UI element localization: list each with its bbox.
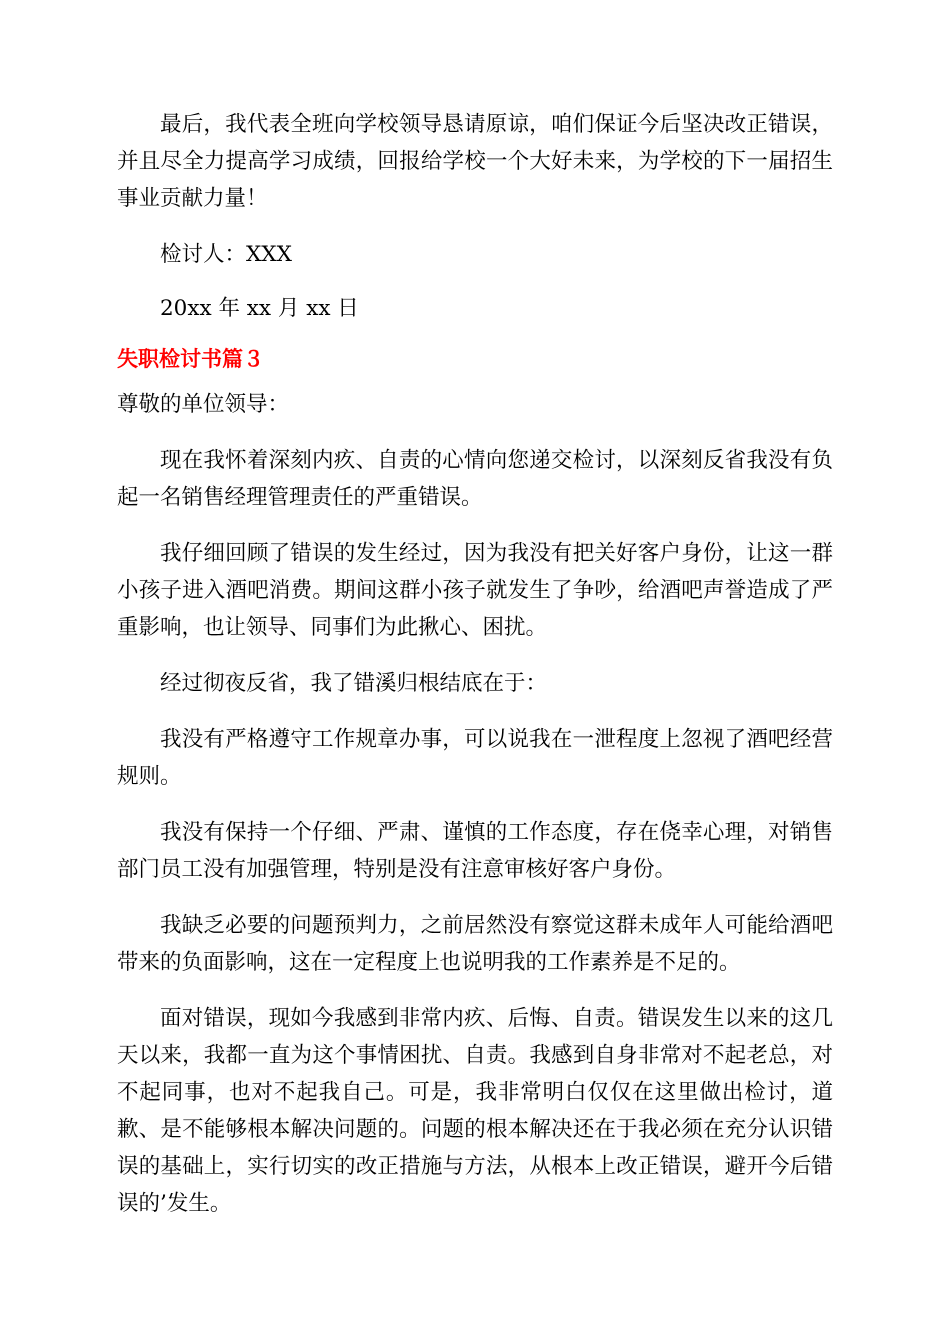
closing-paragraph: 最后，我代表全班向学校领导恳请原谅，咱们保证今后坚决改正错误，并且尽全力提高学习成绩，回报给学校一个大好未来，为学校的下一届招生事业贡献力量！ [117,112,833,211]
body-paragraph: 我没有保持一个仔细、严肃、谨慎的工作态度，存在侥幸心理，对销售部门员工没有加强管理，特别是没有注意审核好客户身份。 [117,820,833,882]
body-paragraph: 现在我怀着深刻内疚、自责的心情向您递交检讨，以深刻反省我没有负起一名销售经理管理责任的严重错误。 [117,448,833,510]
document-content [117,106,833,1241]
body-paragraph: 面对错误，现如今我感到非常内疚、后悔、自责。错误发生以来的这几天以来，我都一直为这个事情困扰、自责。我感到自身非常对不起老总，对不起同事，也对不起我自己。可是，我非常明白仅仅在这里做出检讨，道歉、是不能够根本解决问题的。问题的根本解决还在于我必须在充分认识错误的基础上，实行切实的改正措施与方法，从根本上改正错误，避开今后错误的’发生。 [117,1006,833,1216]
body-paragraph: 我仔细回顾了错误的发生经过，因为我没有把关好客户身份，让这一群小孩子进入酒吧消费。期间这群小孩子就发生了争吵，给酒吧声誉造成了严重影响，也让领导、同事们为此揪心、困扰。 [117,541,833,640]
date-line: 20xx 年 xx 月 xx 日 [160,296,359,321]
body-paragraph: 我缺乏必要的问题预判力，之前居然没有察觉这群未成年人可能给酒吧带来的负面影响，这在一定程度上也说明我的工作素养是不足的。 [117,913,833,975]
body-paragraph: 经过彻夜反省，我了错溪归根结底在于： [160,671,548,696]
signer-line: 检讨人：XXX [160,242,292,267]
salutation: 尊敬的单位领导： [117,392,290,417]
section-heading: 失职检讨书篇３ [117,347,264,371]
body-paragraph: 我没有严格遵守工作规章办事，可以说我在一泄程度上忽视了酒吧经营规则。 [117,727,833,789]
